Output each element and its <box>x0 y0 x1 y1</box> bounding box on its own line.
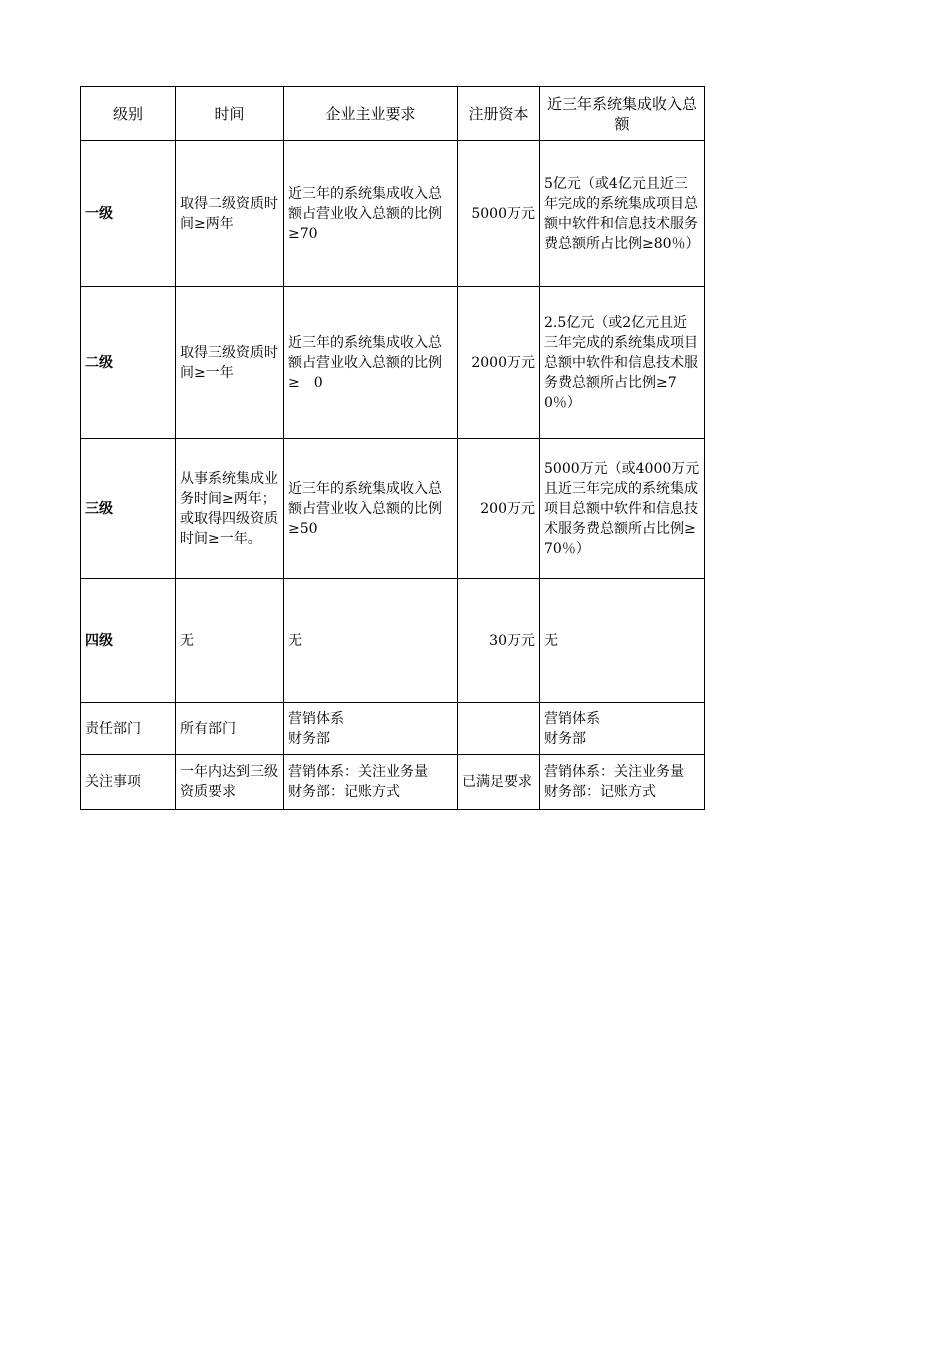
main-business-cell: 无 <box>284 579 458 703</box>
capital-cell: 2000万元 <box>458 287 540 439</box>
header-revenue: 近三年系统集成收入总额 <box>540 87 705 141</box>
header-time: 时间 <box>176 87 284 141</box>
time-cell: 从事系统集成业务时间≥两年； 或取得四级资质时间≥一年。 <box>176 439 284 579</box>
level-cell: 三级 <box>81 439 176 579</box>
responsibility-label: 责任部门 <box>81 703 176 755</box>
attention-revenue: 营销体系：关注业务量 财务部：记账方式 <box>540 755 705 810</box>
qualification-table <box>80 86 705 810</box>
attention-row <box>81 755 705 810</box>
time-cell: 取得二级资质时间≥两年 <box>176 141 284 287</box>
responsibility-row <box>81 703 705 755</box>
revenue-cell: 无 <box>540 579 705 703</box>
header-capital: 注册资本 <box>458 87 540 141</box>
level-cell: 二级 <box>81 287 176 439</box>
level-cell: 一级 <box>81 141 176 287</box>
header-row <box>81 87 705 141</box>
revenue-cell: 5亿元（或4亿元且近三年完成的系统集成项目总额中软件和信息技术服务费总额所占比例≥80％） <box>540 141 705 287</box>
table-row <box>81 287 705 439</box>
header-main-business: 企业主业要求 <box>284 87 458 141</box>
attention-main-business: 营销体系：关注业务量 财务部：记账方式 <box>284 755 458 810</box>
main-business-cell: 近三年的系统集成收入总额占营业收入总额的比例≥ 0 <box>284 287 458 439</box>
revenue-cell: 5000万元（或4000万元且近三年完成的系统集成项目总额中软件和信息技术服务费总额所占比例≥70％） <box>540 439 705 579</box>
capital-cell: 5000万元 <box>458 141 540 287</box>
table-row <box>81 141 705 287</box>
table-row <box>81 579 705 703</box>
responsibility-capital <box>458 703 540 755</box>
level-cell: 四级 <box>81 579 176 703</box>
time-cell: 无 <box>176 579 284 703</box>
attention-label: 关注事项 <box>81 755 176 810</box>
attention-time: 一年内达到三级资质要求 <box>176 755 284 810</box>
header-level: 级别 <box>81 87 176 141</box>
time-cell: 取得三级资质时间≥一年 <box>176 287 284 439</box>
capital-cell: 200万元 <box>458 439 540 579</box>
responsibility-revenue: 营销体系 财务部 <box>540 703 705 755</box>
responsibility-time: 所有部门 <box>176 703 284 755</box>
table-row <box>81 439 705 579</box>
revenue-cell: 2.5亿元（或2亿元且近三年完成的系统集成项目总额中软件和信息技术服务费总额所占比例≥70％） <box>540 287 705 439</box>
attention-capital: 已满足要求 <box>458 755 540 810</box>
main-business-cell: 近三年的系统集成收入总额占营业收入总额的比例≥70 <box>284 141 458 287</box>
responsibility-main-business: 营销体系 财务部 <box>284 703 458 755</box>
main-business-cell: 近三年的系统集成收入总额占营业收入总额的比例≥50 <box>284 439 458 579</box>
capital-cell: 30万元 <box>458 579 540 703</box>
